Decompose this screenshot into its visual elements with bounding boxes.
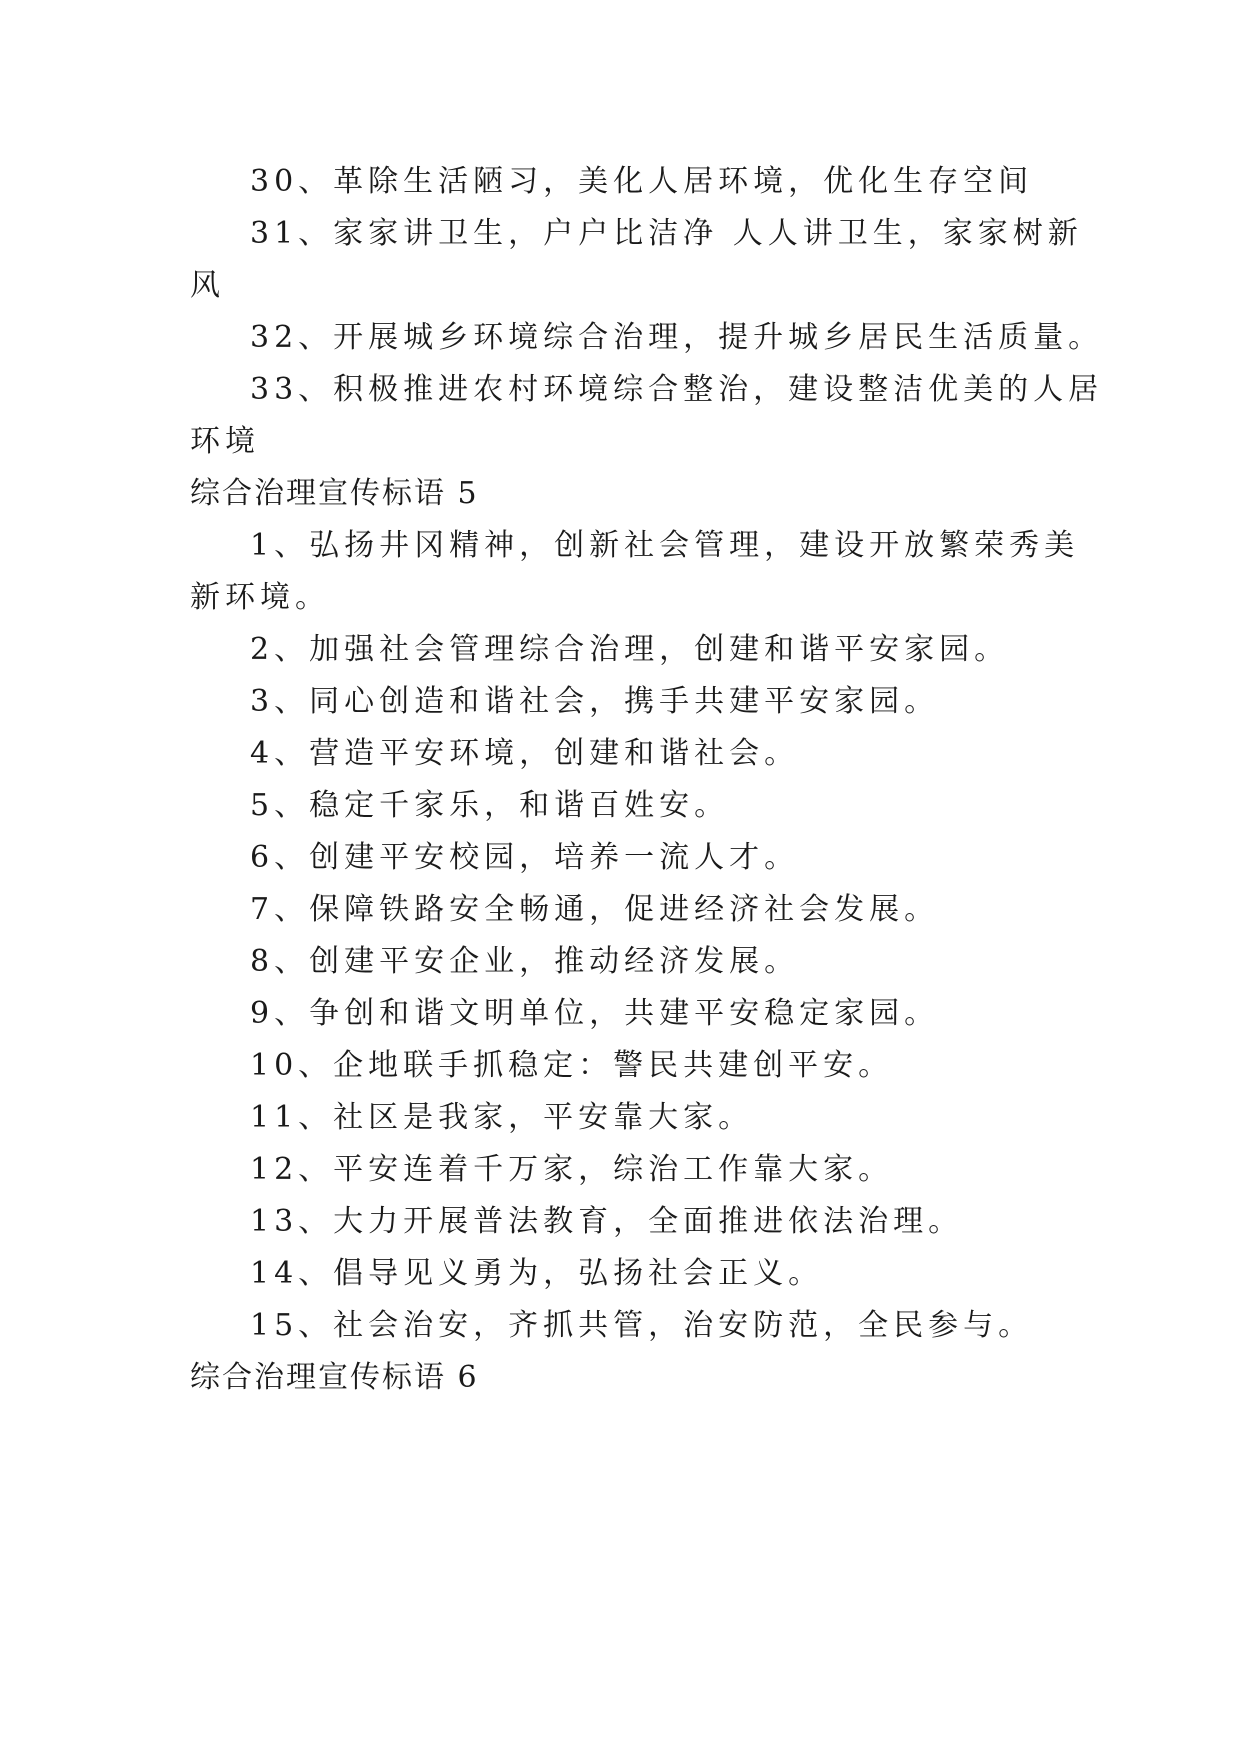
list-item-1-continuation: 新环境。: [190, 580, 330, 615]
list-item-10: 10、企地联手抓稳定：警民共建创平安。: [250, 1048, 894, 1083]
list-item-31-continuation: 风: [190, 268, 225, 303]
list-item-7: 7、保障铁路安全畅通，促进经济社会发展。: [250, 892, 940, 927]
section-heading-5: 综合治理宣传标语 5: [190, 476, 479, 511]
list-item-1: 1、弘扬井冈精神，创新社会管理，建设开放繁荣秀美: [250, 528, 1080, 563]
list-item-2: 2、加强社会管理综合治理，创建和谐平安家园。: [250, 632, 1010, 667]
list-item-30: 30、革除生活陋习，美化人居环境，优化生存空间: [250, 164, 1034, 199]
list-item-6: 6、创建平安校园，培养一流人才。: [250, 840, 800, 875]
list-item-14: 14、倡导见义勇为，弘扬社会正义。: [250, 1256, 824, 1291]
list-item-5: 5、稳定千家乐，和谐百姓安。: [250, 788, 730, 823]
list-item-12: 12、平安连着千万家，综治工作靠大家。: [250, 1152, 894, 1187]
list-item-15: 15、社会治安，齐抓共管，治安防范，全民参与。: [250, 1308, 1034, 1343]
list-item-11: 11、社区是我家，平安靠大家。: [250, 1100, 754, 1135]
list-item-33: 33、积极推进农村环境综合整治，建设整洁优美的人居: [250, 372, 1104, 407]
list-item-32: 32、开展城乡环境综合治理，提升城乡居民生活质量。: [250, 320, 1104, 355]
list-item-4: 4、营造平安环境，创建和谐社会。: [250, 736, 800, 771]
list-item-9: 9、争创和谐文明单位，共建平安稳定家园。: [250, 996, 940, 1031]
section-heading-6: 综合治理宣传标语 6: [190, 1360, 479, 1395]
list-item-31: 31、家家讲卫生，户户比洁净 人人讲卫生，家家树新: [250, 216, 1083, 251]
list-item-13: 13、大力开展普法教育，全面推进依法治理。: [250, 1204, 964, 1239]
list-item-3: 3、同心创造和谐社会，携手共建平安家园。: [250, 684, 940, 719]
list-item-33-continuation: 环境: [190, 424, 260, 459]
list-item-8: 8、创建平安企业，推动经济发展。: [250, 944, 800, 979]
